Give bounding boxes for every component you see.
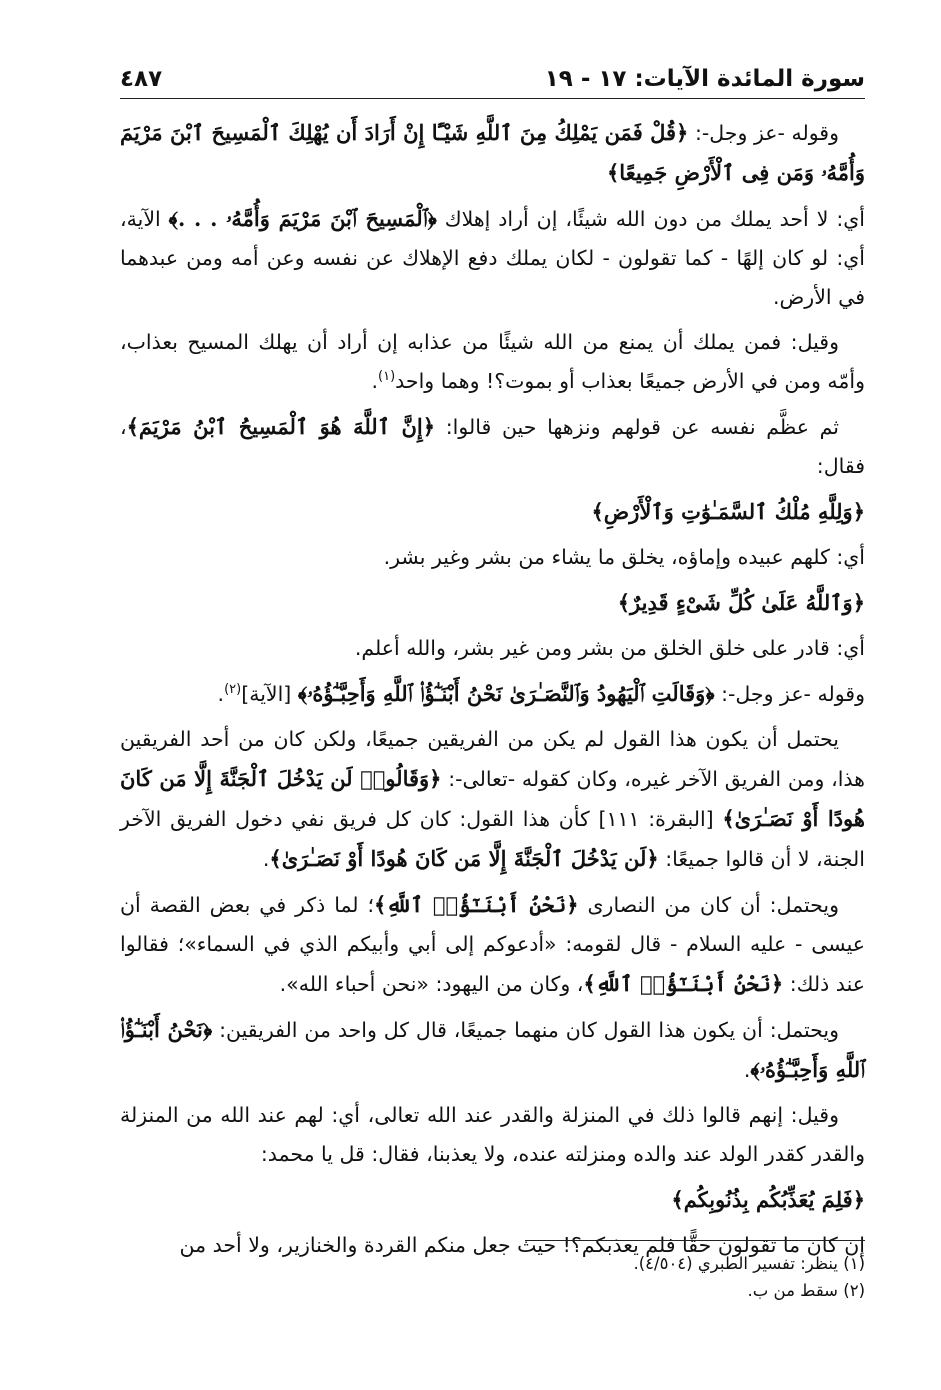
- quran-verse: ﴿ٱلْمَسِيحَ ٱبْنَ مَرْيَمَ وَأُمَّهُۥ . . .﴾: [168, 206, 437, 231]
- paragraph: [120, 720, 865, 879]
- text-run: الآية، أي: لو كان إلهًا - كما تقولون - لكان يملك دفع الإهلاك عن نفسه وعن أمه ومن عبدهما في الأرض.: [120, 207, 865, 309]
- quran-verse: ﴿نَحْنُ أَبْنَـٰٓؤُا۟ ٱللَّهِ وَأَحِبَّـٰٓؤُهُۥ﴾: [120, 1017, 865, 1082]
- quran-verse: ﴿وَقَالُوا۟ لَن يَدْخُلَ ٱلْجَنَّةَ إِلَّا مَن كَانَ هُودًا أَوْ نَصَـٰرَىٰ﴾: [120, 766, 865, 831]
- paragraph: [120, 407, 865, 486]
- quran-verse: ﴿وَلِلَّهِ مُلْكُ ٱلسَّمَـٰوَٰتِ وَٱلْأَرْضِ﴾: [591, 499, 865, 524]
- paragraph: [120, 492, 865, 532]
- text-run: [البقرة: ١١١] كأن هذا القول: كان كل فريق نفي دخول الفريق الآخر الجنة، لا أن قالوا جميعًا:: [120, 807, 865, 871]
- text-run: أي: كلهم عبيده وإماؤه، يخلق ما يشاء من بشر وغير بشر.: [383, 545, 865, 569]
- paragraph: [120, 323, 865, 401]
- text-run: ثم عظَّم نفسه عن قولهم ونزهها حين قالوا:: [435, 415, 839, 439]
- quran-verse: ﴿لَن يَدْخُلَ ٱلْجَنَّةَ إِلَّا مَن كَانَ هُودًا أَوْ نَصَـٰرَىٰ﴾: [269, 846, 659, 871]
- body-text: [120, 113, 865, 1265]
- text-run: [الآية]: [241, 682, 298, 706]
- paragraph: [120, 674, 865, 714]
- quran-verse: ﴿فَلِمَ يُعَذِّبُكُم بِذُنُوبِكُم﴾: [671, 1187, 865, 1212]
- text-run: .: [262, 847, 270, 871]
- paragraph: [120, 583, 865, 623]
- quran-verse: ﴿قُلْ فَمَن يَمْلِكُ مِنَ ٱللَّهِ شَيْـًٔا إِنْ أَرَادَ أَن يُهْلِكَ ٱلْمَسِيحَ ٱبْنَ مَرْيَمَ وَأُمَّهُۥ وَمَن فِى ٱلْأَرْضِ جَمِيعًا﴾: [120, 120, 865, 185]
- page-number: ٤٨٧: [120, 66, 163, 92]
- running-header: [120, 52, 865, 99]
- footnote-1: (١) ينظر: تفسير الطبري (٤/٥٠٤).: [633, 1254, 865, 1273]
- footnote-2: (٢) سقط من ب.: [747, 1281, 865, 1300]
- text-run: .: [217, 682, 225, 706]
- text-run: أي: لا أحد يملك من دون الله شيئًا، إن أراد إهلاك: [436, 207, 866, 231]
- text-run: ، فقال:: [120, 415, 865, 478]
- paragraph: [120, 1180, 865, 1220]
- surah-verse-title: سورة المائدة الآيات: ١٧ - ١٩: [544, 66, 865, 92]
- quran-verse: ﴿إِنَّ ٱللَّهَ هُوَ ٱلْمَسِيحُ ٱبْنُ مَرْيَمَ﴾: [126, 414, 436, 439]
- quran-verse: ﴿وَقَالَتِ ٱلْيَهُودُ وَٱلنَّصَـٰرَىٰ نَحْنُ أَبْنَـٰٓؤُا۟ ٱللَّهِ وَأَحِبَّـٰٓؤُهُۥ﴾: [297, 681, 715, 706]
- footnote-separator: [525, 1240, 865, 1241]
- footnote-ref: (٢): [224, 682, 242, 698]
- quran-verse: ﴿نَحْنُ أَبْنَـٰٓؤُا۟ ٱللَّهِ﴾: [583, 971, 784, 996]
- quran-verse: ﴿وَٱللَّهُ عَلَىٰ كُلِّ شَىْءٍ قَدِيرٌ﴾: [617, 590, 865, 615]
- book-page: [120, 52, 865, 1352]
- text-run: ويحتمل: أن كان من النصارى: [578, 893, 839, 917]
- text-run: وقوله -عز وجل-:: [714, 682, 865, 706]
- text-run: إن كان ما تقولون حقًّا فلم يعذبكم؟! حيث جعل منكم القردة والخنازير، ولا أحد من: [179, 1233, 865, 1257]
- text-run: وقيل: إنهم قالوا ذلك في المنزلة والقدر عند الله تعالى، أي: لهم عند الله من المنزلة والقدر كقدر الولد عند والده ومنزلته عنده، ولا يعذبنا، فقال: قل يا محمد:: [120, 1103, 865, 1166]
- text-run: أي: قادر على خلق الخلق من بشر ومن غير بشر، والله أعلم.: [354, 636, 865, 660]
- footnotes: [120, 1250, 865, 1304]
- paragraph: [120, 199, 865, 317]
- paragraph: [120, 1010, 865, 1090]
- text-run: يحتمل أن يكون هذا القول لم يكن من الفريقين جميعًا، ولكن كان من أحد الفريقين هذا، ومن الفريق الآخر غيره، وكان كقوله -تعالى-:: [120, 727, 865, 791]
- text-run: .: [743, 1058, 751, 1082]
- footnote-ref: (١): [378, 369, 396, 385]
- text-run: ويحتمل: أن يكون هذا القول كان منهما جميعًا، قال كل واحد من الفريقين:: [212, 1018, 839, 1042]
- paragraph: [120, 885, 865, 1004]
- text-run: وقيل: فمن يملك أن يمنع من الله شيئًا من عذابه إن أراد أن يهلك المسيح بعذاب، وأمّه ومن في الأرض جميعًا بعذاب أو بموت؟! وهما واحد: [120, 330, 865, 393]
- text-run: وقوله -عز وجل-:: [688, 121, 840, 145]
- text-run: ، وكان من اليهود: «نحن أحباء الله».: [279, 972, 584, 996]
- paragraph: [120, 538, 865, 577]
- text-run: .: [371, 369, 379, 393]
- paragraph: [120, 113, 865, 193]
- quran-verse: ﴿نَحْنُ أَبْنَـٰٓؤُا۟ ٱللَّهِ﴾: [374, 892, 579, 917]
- paragraph: [120, 1096, 865, 1174]
- paragraph: [120, 629, 865, 668]
- text-run: ؛ لما ذكر في بعض القصة أن عيسى - عليه السلام - قال لقومه: «أدعوكم إلى أبي وأبيكم الذي في السماء»؛ فقالوا عند ذلك:: [120, 893, 865, 996]
